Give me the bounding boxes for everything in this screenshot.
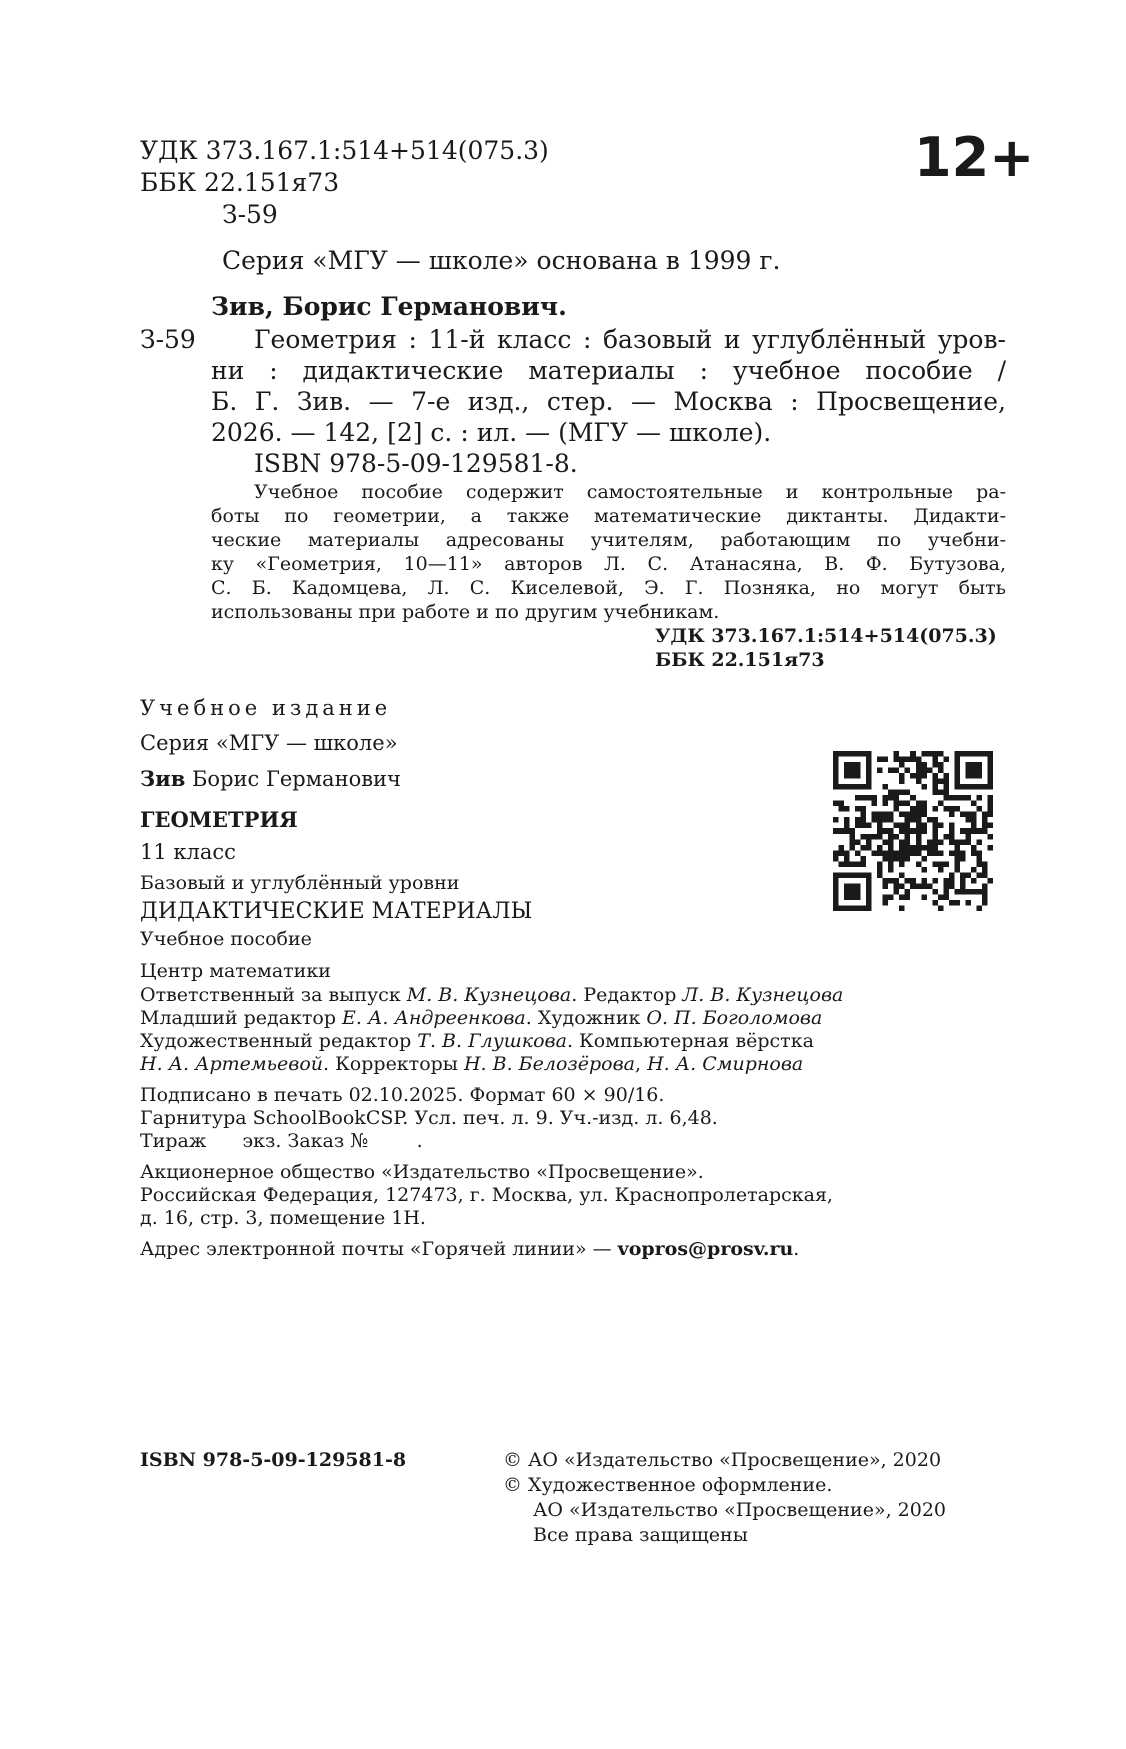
hotline-email bbox=[140, 1238, 799, 1260]
email-label: Адрес электронной почты «Горячей линии» — bbox=[140, 1238, 618, 1260]
staff-role: . Редактор bbox=[571, 984, 683, 1006]
series-note: Серия «МГУ — школе» основана в 1999 г. bbox=[222, 246, 781, 275]
annotation-line-6: использованы при работе и по другим учебникам. bbox=[211, 601, 720, 623]
age-rating: 12+ bbox=[914, 126, 1035, 189]
staff-role: Художественный редактор bbox=[140, 1030, 418, 1052]
staff-line-2 bbox=[140, 1007, 822, 1029]
bib-line-3: Б. Г. Зив. — 7-е изд., стер. — Москва : Просвещение, bbox=[211, 387, 1006, 416]
staff-person: Н. В. Белозёрова bbox=[463, 1053, 635, 1075]
bib-udk: УДК 373.167.1:514+514(075.3) bbox=[655, 625, 997, 647]
staff-person: Т. В. Глушкова bbox=[417, 1030, 567, 1052]
staff-line-4 bbox=[140, 1053, 803, 1075]
levels: Базовый и углублённый уровни bbox=[140, 872, 460, 894]
book-title: ГЕОМЕТРИЯ bbox=[140, 807, 298, 832]
staff-role: . Корректоры bbox=[323, 1053, 464, 1075]
book-type: Учебное пособие bbox=[140, 928, 312, 950]
print-line-3: Тираж экз. Заказ № . bbox=[140, 1130, 423, 1152]
subtitle: ДИДАКТИЧЕСКИЕ МАТЕРИАЛЫ bbox=[140, 899, 533, 924]
bib-isbn: ISBN 978-5-09-129581-8. bbox=[254, 449, 578, 478]
publisher-line-2: Российская Федерация, 127473, г. Москва, ул. Краснопролетарская, bbox=[140, 1184, 833, 1206]
imprint-series: Серия «МГУ — школе» bbox=[140, 731, 398, 755]
print-line-2: Гарнитура SchoolBookCSP. Усл. печ. л. 9. Уч.-изд. л. 6,48. bbox=[140, 1107, 718, 1129]
staff-person: Е. А. Андреенкова bbox=[342, 1007, 526, 1029]
author-surname: Зив bbox=[140, 766, 186, 791]
staff-line-1 bbox=[140, 984, 843, 1006]
bib-bbk: ББК 22.151я73 bbox=[655, 649, 825, 671]
staff-role: . Компьютерная вёрстка bbox=[566, 1030, 814, 1052]
copyright-1: © АО «Издательство «Просвещение», 2020 bbox=[503, 1449, 942, 1471]
footer-isbn: ISBN 978-5-09-129581-8 bbox=[140, 1449, 407, 1471]
bib-line-2: ни : дидактические материалы : учебное пособие / bbox=[211, 356, 1006, 385]
bib-line-4: 2026. — 142, [2] с. : ил. — (МГУ — школе). bbox=[211, 418, 772, 447]
author-name: Борис Германович bbox=[192, 767, 401, 791]
imprint-author bbox=[140, 766, 401, 791]
bbk-code: ББК 22.151я73 bbox=[140, 168, 340, 197]
staff-line-3 bbox=[140, 1030, 814, 1052]
annotation-line-1: Учебное пособие содержит самостоятельные и контрольные ра- bbox=[254, 481, 1006, 503]
grade: 11 класс bbox=[140, 840, 236, 864]
author-mark: З-59 bbox=[222, 200, 278, 229]
bib-mark: З-59 bbox=[140, 325, 196, 354]
annotation-line-2: боты по геометрии, а также математические диктанты. Дидакти- bbox=[211, 505, 1006, 527]
annotation-line-3: ческие материалы адресованы учителям, работающим по учебни- bbox=[211, 529, 1006, 551]
staff-role: . Художник bbox=[525, 1007, 647, 1029]
center: Центр математики bbox=[140, 960, 331, 982]
edition-type: Учебное издание bbox=[140, 696, 392, 720]
rights: Все права защищены bbox=[533, 1524, 748, 1546]
bib-line-1: Геометрия : 11-й класс : базовый и углублённый уров- bbox=[254, 325, 1006, 354]
copyright-2: © Художественное оформление. bbox=[503, 1474, 833, 1496]
staff-person: О. П. Боголомова bbox=[646, 1007, 823, 1029]
udk-code: УДК 373.167.1:514+514(075.3) bbox=[140, 136, 549, 165]
staff-person: Н. А. Смирнова bbox=[647, 1053, 804, 1075]
bib-author-heading: Зив, Борис Германович. bbox=[211, 292, 567, 321]
publisher-line-1: Акционерное общество «Издательство «Просвещение». bbox=[140, 1161, 704, 1183]
staff-role: Младший редактор bbox=[140, 1007, 343, 1029]
staff-role: Ответственный за выпуск bbox=[140, 984, 407, 1006]
staff-sep: , bbox=[635, 1053, 648, 1075]
staff-person: Н. А. Артемьевой bbox=[140, 1053, 324, 1075]
email-address[interactable]: vopros@prosv.ru bbox=[617, 1238, 794, 1260]
print-line-1: Подписано в печать 02.10.2025. Формат 60 × 90/16. bbox=[140, 1084, 665, 1106]
qr-code-icon[interactable] bbox=[833, 751, 993, 911]
copyright-3: АО «Издательство «Просвещение», 2020 bbox=[533, 1499, 946, 1521]
annotation-line-5: С. Б. Кадомцева, Л. С. Киселевой, Э. Г. Позняка, но могут быть bbox=[211, 577, 1006, 599]
email-end: . bbox=[793, 1238, 800, 1260]
annotation-line-4: ку «Геометрия, 10—11» авторов Л. С. Атанасяна, В. Ф. Бутузова, bbox=[211, 553, 1006, 575]
publisher-line-3: д. 16, стр. 3, помещение 1Н. bbox=[140, 1207, 426, 1229]
staff-person: М. В. Кузнецова bbox=[406, 984, 572, 1006]
staff-person: Л. В. Кузнецова bbox=[682, 984, 844, 1006]
